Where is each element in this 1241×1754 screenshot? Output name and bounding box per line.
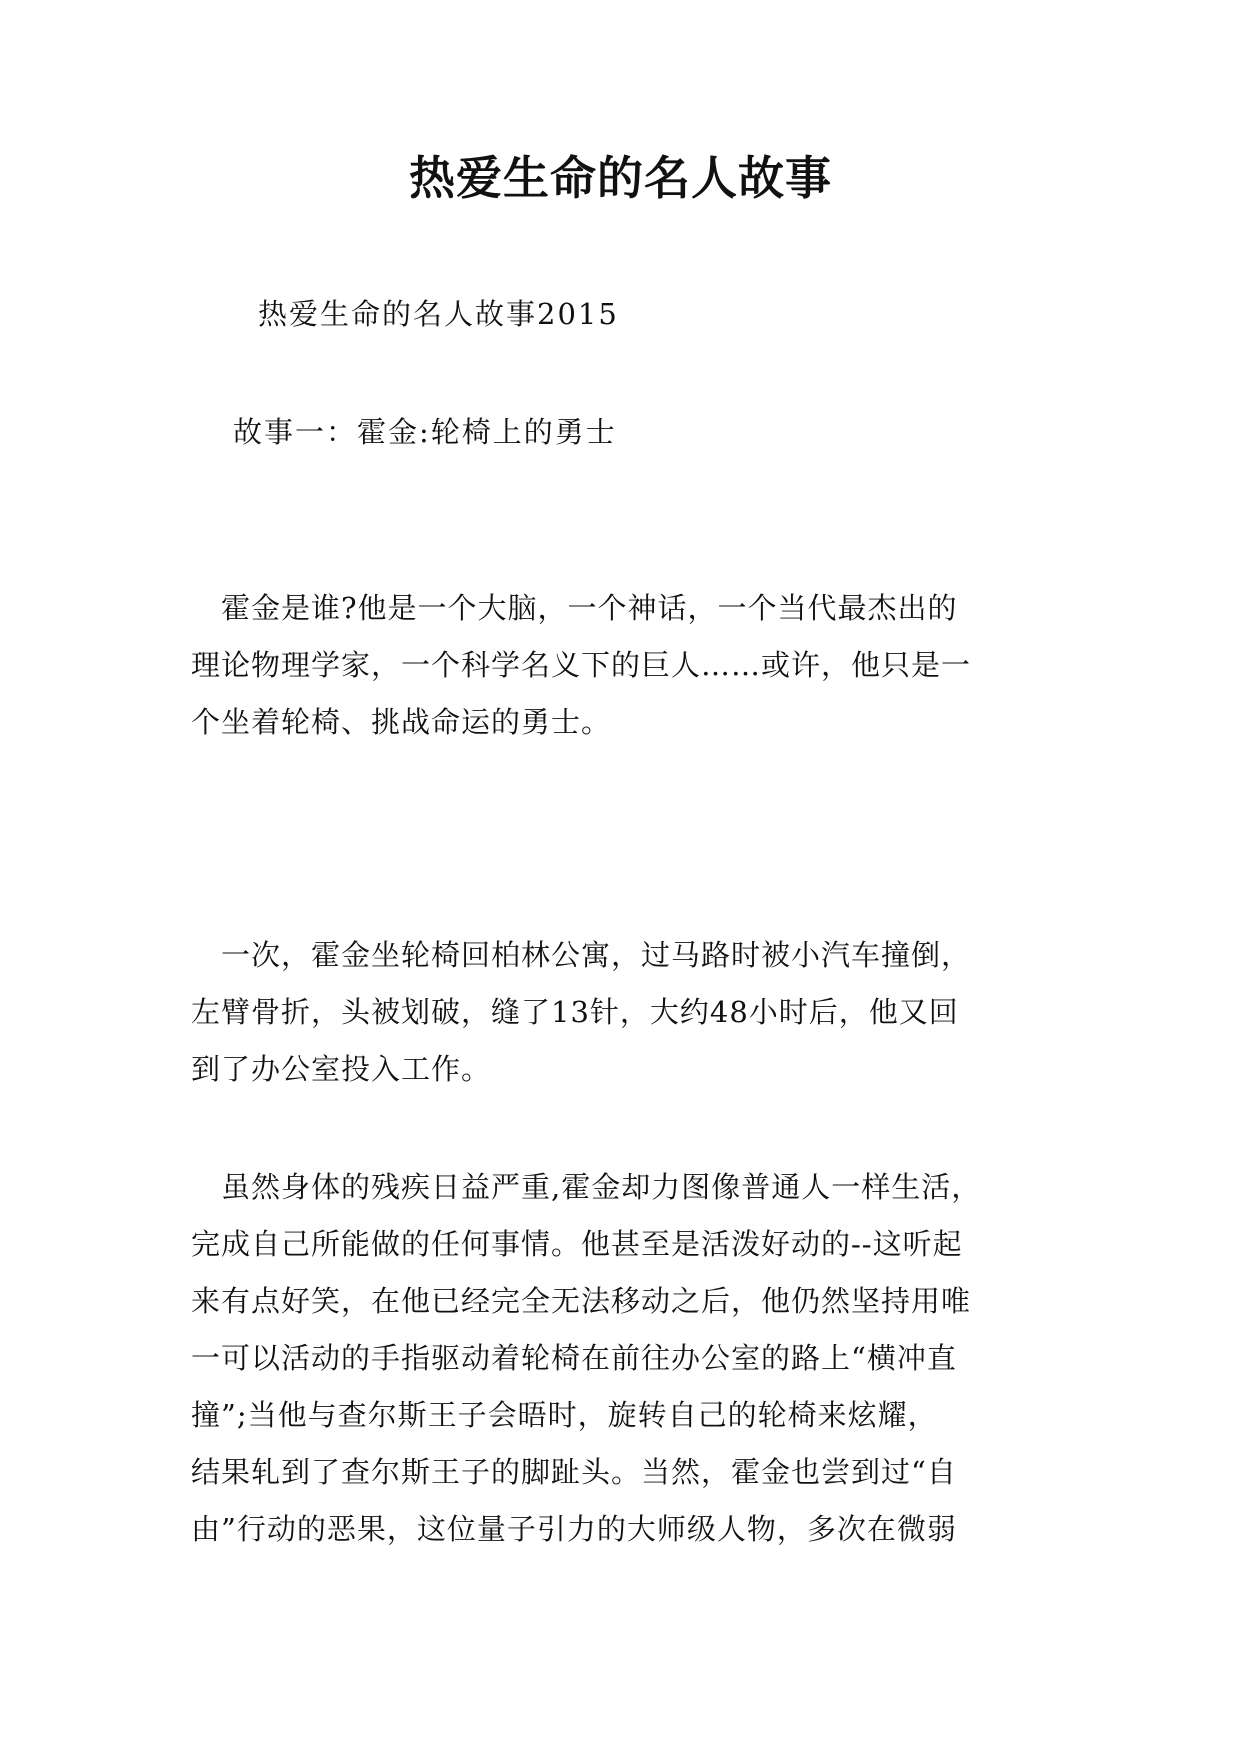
paragraph-line: 来有点好笑，在他已经完全无法移动之后，他仍然坚持用唯 (191, 1284, 972, 1318)
paragraph-line: 个坐着轮椅、挑战命运的勇士。 (191, 705, 612, 739)
paragraph-line: 虽然身体的残疾日益严重,霍金却力图像普通人一样生活， (191, 1170, 982, 1204)
paragraph-line: 完成自己所能做的任何事情。他甚至是活泼好动的--这听起 (191, 1227, 963, 1261)
paragraph-line: 结果轧到了查尔斯王子的脚趾头。当然，霍金也尝到过“自 (191, 1455, 957, 1489)
paragraph-line: 一次，霍金坐轮椅回柏林公寓，过马路时被小汽车撞倒， (191, 938, 972, 972)
story-heading: 故事一：霍金:轮椅上的勇士 (233, 415, 617, 449)
document-title: 热爱生命的名人故事 (409, 151, 832, 205)
paragraph-line: 撞”;当他与查尔斯王子会晤时，旋转自己的轮椅来炫耀， (191, 1398, 938, 1432)
paragraph-line: 左臂骨折，头被划破，缝了13针，大约48小时后，他又回 (191, 995, 959, 1029)
paragraph-line: 到了办公室投入工作。 (191, 1052, 492, 1086)
paragraph-line: 由”行动的恶果，这位量子引力的大师级人物，多次在微弱 (191, 1512, 957, 1546)
paragraph-2 (191, 927, 1063, 1098)
document-subtitle: 热爱生命的名人故事2015 (258, 297, 619, 331)
paragraph-line: 理论物理学家，一个科学名义下的巨人……或许，他只是一 (191, 648, 972, 682)
paragraph-3 (191, 1159, 1063, 1558)
paragraph-line: 一可以活动的手指驱动着轮椅在前往办公室的路上“横冲直 (191, 1341, 957, 1375)
paragraph-line: 霍金是谁?他是一个大脑，一个神话，一个当代最杰出的 (191, 591, 958, 625)
paragraph-1 (191, 580, 1063, 751)
